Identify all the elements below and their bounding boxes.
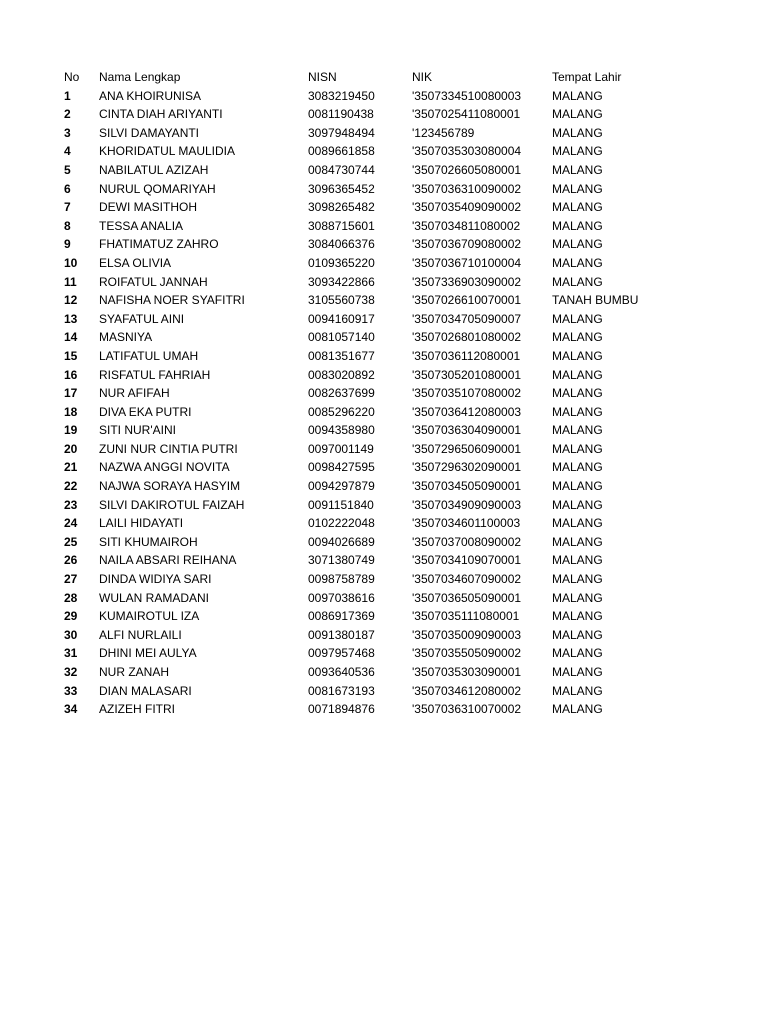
row-no: 19 <box>64 423 78 438</box>
table-row <box>64 328 724 347</box>
row-nik: '3507034601100003 <box>412 516 521 531</box>
header-nik: NIK <box>412 70 433 84</box>
student-table <box>64 68 724 719</box>
row-name: TESSA ANALIA <box>99 218 184 233</box>
row-nik: '3507035107080002 <box>412 386 522 401</box>
row-birthplace: MALANG <box>552 497 603 512</box>
row-name: ROIFATUL JANNAH <box>99 274 208 289</box>
row-nik: '3507035303090001 <box>412 665 522 679</box>
table-row <box>64 551 724 570</box>
row-name: NABILATUL AZIZAH <box>99 162 209 177</box>
row-no: 17 <box>64 386 78 401</box>
row-nik: '3507037008090002 <box>412 534 522 549</box>
row-name: SITI KHUMAIROH <box>99 534 198 549</box>
row-no: 30 <box>64 627 78 642</box>
row-name: DHINI MEI AULYA <box>99 646 197 661</box>
row-no: 15 <box>64 348 78 363</box>
row-birthplace: MALANG <box>552 665 603 679</box>
row-no: 4 <box>64 144 71 159</box>
row-nik: '3507036709080002 <box>412 237 522 252</box>
row-nisn: 0094358980 <box>308 423 375 438</box>
table-row <box>64 644 724 663</box>
row-nisn: 0097957468 <box>308 646 375 661</box>
table-row <box>64 254 724 273</box>
row-birthplace: MALANG <box>552 534 603 549</box>
row-nisn: 0083020892 <box>308 367 375 382</box>
row-birthplace: MALANG <box>552 553 603 568</box>
row-nisn: 0085296220 <box>308 404 375 419</box>
table-row <box>64 663 724 682</box>
row-name: NUR AFIFAH <box>99 386 170 401</box>
table-row <box>64 682 724 701</box>
row-nisn: 3093422866 <box>308 274 375 289</box>
row-no: 28 <box>64 590 78 605</box>
row-no: 27 <box>64 572 78 587</box>
row-no: 3 <box>64 125 71 140</box>
row-nisn: 0102222048 <box>308 516 375 531</box>
table-row <box>64 217 724 236</box>
row-nisn: 0098758789 <box>308 572 375 587</box>
header-birthplace: Tempat Lahir <box>552 70 622 84</box>
row-birthplace: TANAH BUMBU <box>552 293 639 308</box>
row-nisn: 3083219450 <box>308 88 375 103</box>
row-no: 1 <box>64 88 71 103</box>
row-no: 6 <box>64 181 71 196</box>
row-nik: '3507296506090001 <box>412 441 522 456</box>
row-nik: '3507036304090001 <box>412 423 522 438</box>
row-name: SILVI DAMAYANTI <box>99 125 200 140</box>
row-no: 11 <box>64 274 77 289</box>
row-no: 9 <box>64 237 71 252</box>
row-nisn: 3105560738 <box>308 293 375 308</box>
row-nik: '3507034811080002 <box>412 218 521 233</box>
row-birthplace: MALANG <box>552 107 603 122</box>
row-no: 20 <box>64 441 78 456</box>
row-birthplace: MALANG <box>552 88 603 103</box>
row-birthplace: MALANG <box>552 125 603 140</box>
row-birthplace: MALANG <box>552 609 603 624</box>
table-row <box>64 403 724 422</box>
table-row <box>64 142 724 161</box>
row-nik: '3507026801080002 <box>412 330 522 345</box>
header-name: Nama Lengkap <box>99 70 181 84</box>
row-nik: '3507036412080003 <box>412 404 522 419</box>
row-name: MASNIYA <box>99 330 153 345</box>
row-nik: '3507035303080004 <box>412 144 522 159</box>
table-row <box>64 570 724 589</box>
row-birthplace: MALANG <box>552 646 603 661</box>
row-nisn: 0081057140 <box>308 330 375 345</box>
row-no: 2 <box>64 107 71 122</box>
table-row <box>64 514 724 533</box>
row-name: FHATIMATUZ ZAHRO <box>99 237 219 252</box>
row-name: NURUL QOMARIYAH <box>99 181 216 196</box>
row-name: KHORIDATUL MAULIDIA <box>99 144 236 159</box>
row-nik: '3507334510080003 <box>412 88 522 103</box>
row-nisn: 3098265482 <box>308 200 375 215</box>
row-nik: '3507025411080001 <box>412 107 521 122</box>
row-nisn: 0098427595 <box>308 460 375 475</box>
table-row <box>64 533 724 552</box>
table-row <box>64 87 724 106</box>
table-row <box>64 124 724 143</box>
row-name: DIAN MALASARI <box>99 683 192 698</box>
row-nisn: 0094297879 <box>308 479 375 494</box>
row-name: NAFISHA NOER SYAFITRI <box>99 293 245 308</box>
row-nisn: 3096365452 <box>308 181 375 196</box>
row-nik: '3507036310070002 <box>412 702 522 717</box>
table-row <box>64 105 724 124</box>
row-nisn: 0094026689 <box>308 534 375 549</box>
table-body <box>64 87 724 719</box>
row-nik: '3507034607090002 <box>412 572 522 587</box>
table-row <box>64 458 724 477</box>
row-nisn: 0082637699 <box>308 386 375 401</box>
row-no: 12 <box>64 293 78 308</box>
row-nik: '123456789 <box>412 125 475 140</box>
row-no: 34 <box>64 702 78 717</box>
table-row <box>64 310 724 329</box>
table-row <box>64 607 724 626</box>
table-row <box>64 421 724 440</box>
row-nisn: 3084066376 <box>308 237 375 252</box>
row-name: SILVI DAKIROTUL FAIZAH <box>99 497 245 512</box>
row-nisn: 0071894876 <box>308 702 375 717</box>
row-no: 32 <box>64 665 78 679</box>
row-birthplace: MALANG <box>552 218 603 233</box>
row-name: DIVA EKA PUTRI <box>99 404 192 419</box>
table-row <box>64 180 724 199</box>
table-row <box>64 626 724 645</box>
row-birthplace: MALANG <box>552 423 603 438</box>
row-name: SITI NUR'AINI <box>99 423 176 438</box>
row-birthplace: MALANG <box>552 572 603 587</box>
row-name: ALFI NURLAILI <box>99 627 182 642</box>
row-birthplace: MALANG <box>552 274 603 289</box>
row-name: NAILA ABSARI REIHANA <box>99 553 237 568</box>
row-birthplace: MALANG <box>552 348 603 363</box>
row-birthplace: MALANG <box>552 144 603 159</box>
row-no: 23 <box>64 497 78 512</box>
row-nik: '3507034505090001 <box>412 479 522 494</box>
row-nisn: 0091151840 <box>308 497 374 512</box>
row-nik: '3507036505090001 <box>412 590 522 605</box>
row-birthplace: MALANG <box>552 404 603 419</box>
row-birthplace: MALANG <box>552 627 603 642</box>
row-birthplace: MALANG <box>552 479 603 494</box>
row-nisn: 3071380749 <box>308 553 375 568</box>
row-nik: '3507036112080001 <box>412 348 521 363</box>
row-name: RISFATUL FAHRIAH <box>99 367 211 382</box>
row-birthplace: MALANG <box>552 683 603 698</box>
row-no: 22 <box>64 479 78 494</box>
table-row <box>64 477 724 496</box>
row-nisn: 3097948494 <box>308 125 375 140</box>
row-birthplace: MALANG <box>552 367 603 382</box>
row-nik: '3507034705090007 <box>412 311 522 326</box>
row-no: 26 <box>64 553 78 568</box>
table-row <box>64 347 724 366</box>
row-nisn: 0097001149 <box>308 441 374 456</box>
row-nik: '3507035505090002 <box>412 646 522 661</box>
row-birthplace: MALANG <box>552 590 603 605</box>
row-birthplace: MALANG <box>552 311 603 326</box>
row-nisn: 0089661858 <box>308 144 375 159</box>
row-birthplace: MALANG <box>552 441 603 456</box>
table-row <box>64 700 724 719</box>
row-name: ANA KHOIRUNISA <box>99 88 202 103</box>
row-birthplace: MALANG <box>552 702 603 717</box>
row-name: NAZWA ANGGI NOVITA <box>99 460 230 475</box>
row-nisn: 0094160917 <box>308 311 375 326</box>
row-no: 14 <box>64 330 78 345</box>
row-no: 29 <box>64 609 78 624</box>
row-nisn: 0081351677 <box>308 348 375 363</box>
header-no: No <box>64 70 80 84</box>
row-birthplace: MALANG <box>552 200 603 215</box>
row-nisn: 0081673193 <box>308 683 375 698</box>
row-name: ELSA OLIVIA <box>99 255 172 270</box>
row-no: 21 <box>64 460 78 475</box>
row-name: DINDA WIDIYA SARI <box>99 572 212 587</box>
row-nik: '3507036710100004 <box>412 255 522 270</box>
row-nik: '3507035009090003 <box>412 627 522 642</box>
row-nisn: 0086917369 <box>308 609 375 624</box>
row-nisn: 0109365220 <box>308 255 375 270</box>
row-birthplace: MALANG <box>552 255 603 270</box>
row-no: 10 <box>64 255 78 270</box>
row-nik: '3507034909090003 <box>412 497 522 512</box>
row-no: 24 <box>64 516 78 531</box>
row-no: 8 <box>64 218 71 233</box>
row-nik: '3507036310090002 <box>412 181 522 196</box>
table-row <box>64 496 724 515</box>
row-birthplace: MALANG <box>552 330 603 345</box>
row-no: 16 <box>64 367 78 382</box>
row-name: WULAN RAMADANI <box>99 590 210 605</box>
row-name: NUR ZANAH <box>99 665 170 679</box>
table-row <box>64 291 724 310</box>
row-no: 33 <box>64 683 78 698</box>
row-name: ZUNI NUR CINTIA PUTRI <box>99 441 238 456</box>
row-birthplace: MALANG <box>552 516 603 531</box>
row-nik: '3507034612080002 <box>412 683 522 698</box>
row-birthplace: MALANG <box>552 162 603 177</box>
row-name: LAILI HIDAYATI <box>99 516 184 531</box>
row-nik: '3507305201080001 <box>412 367 522 382</box>
row-name: AZIZEH FITRI <box>99 702 175 717</box>
row-birthplace: MALANG <box>552 181 603 196</box>
row-nik: '3507026610070001 <box>412 293 522 308</box>
row-nik: '3507035111080001 <box>412 609 520 624</box>
table-row <box>64 589 724 608</box>
row-no: 31 <box>64 646 78 661</box>
row-nisn: 0093640536 <box>308 665 375 679</box>
row-nik: '3507296302090001 <box>412 460 522 475</box>
row-nisn: 0097038616 <box>308 590 375 605</box>
table-row <box>64 161 724 180</box>
table-row <box>64 384 724 403</box>
row-nisn: 0091380187 <box>308 627 375 642</box>
row-birthplace: MALANG <box>552 460 603 475</box>
row-no: 7 <box>64 200 71 215</box>
row-nisn: 0084730744 <box>308 162 375 177</box>
table-row <box>64 440 724 459</box>
row-no: 5 <box>64 162 71 177</box>
row-nik: '3507035409090002 <box>412 200 522 215</box>
row-nisn: 0081190438 <box>308 107 374 122</box>
row-name: NAJWA SORAYA HASYIM <box>99 479 241 494</box>
row-name: CINTA DIAH ARIYANTI <box>99 107 223 122</box>
row-nik: '3507336903090002 <box>412 274 522 289</box>
row-name: SYAFATUL AINI <box>99 311 185 326</box>
table-row <box>64 366 724 385</box>
row-no: 13 <box>64 311 78 326</box>
row-birthplace: MALANG <box>552 386 603 401</box>
row-nisn: 3088715601 <box>308 218 375 233</box>
row-no: 25 <box>64 534 78 549</box>
table-header-row <box>64 68 724 87</box>
row-no: 18 <box>64 404 78 419</box>
row-name: DEWI MASITHOH <box>99 200 197 215</box>
row-name: KUMAIROTUL IZA <box>99 609 200 624</box>
header-nisn: NISN <box>308 70 337 84</box>
table-row <box>64 198 724 217</box>
table-row <box>64 273 724 292</box>
table-row <box>64 235 724 254</box>
row-nik: '3507026605080001 <box>412 162 522 177</box>
row-birthplace: MALANG <box>552 237 603 252</box>
row-name: LATIFATUL UMAH <box>99 348 199 363</box>
row-nik: '3507034109070001 <box>412 553 522 568</box>
